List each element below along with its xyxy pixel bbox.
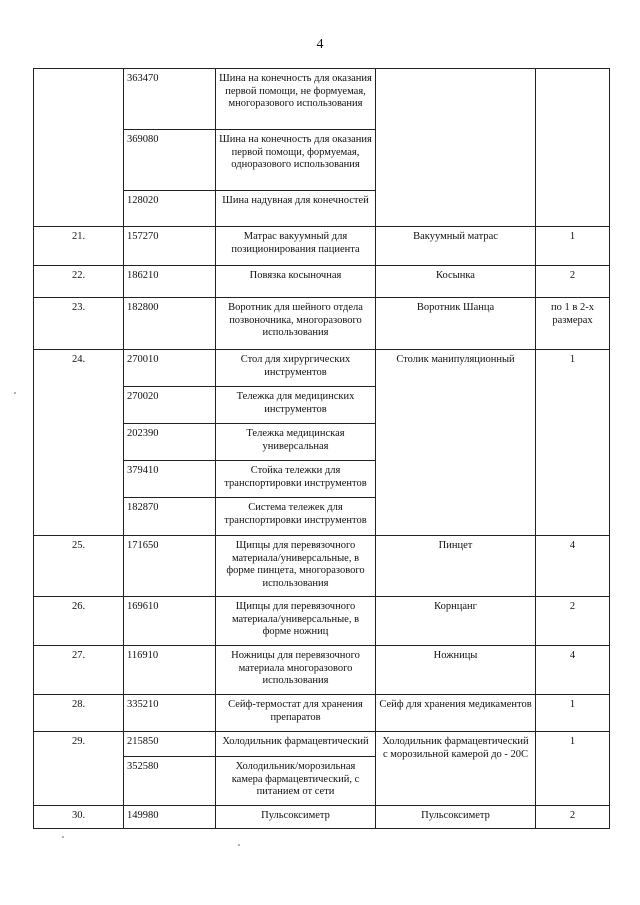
table-row — [34, 646, 610, 695]
row-number: 27. — [34, 646, 124, 695]
item-code: 215850 — [124, 732, 216, 757]
row-number: 25. — [34, 536, 124, 597]
item-title: Косынка — [376, 266, 536, 298]
item-name: Тележка для медицинских инструментов — [216, 387, 376, 424]
item-quantity: по 1 в 2-х размерах — [536, 298, 610, 350]
item-title: Воротник Шанца — [376, 298, 536, 350]
item-title: Холодильник фармацевтический с морозильной камерой до - 20С — [376, 732, 536, 806]
item-quantity: 4 — [536, 646, 610, 695]
item-code: 270010 — [124, 350, 216, 387]
item-name: Шина на конечность для оказания первой помощи, формуемая, одноразового использования — [216, 130, 376, 191]
item-code: 352580 — [124, 757, 216, 806]
table-row — [34, 266, 610, 298]
table-row — [34, 695, 610, 732]
equipment-table — [33, 68, 610, 829]
item-quantity: 1 — [536, 227, 610, 266]
table-row — [34, 69, 610, 130]
row-number: 22. — [34, 266, 124, 298]
item-quantity: 2 — [536, 597, 610, 646]
item-title: Пинцет — [376, 536, 536, 597]
item-code: 128020 — [124, 191, 216, 227]
item-quantity: 4 — [536, 536, 610, 597]
table-row — [34, 806, 610, 829]
item-name: Стойка тележки для транспортировки инструментов — [216, 461, 376, 498]
item-name: Воротник для шейного отдела позвоночника, многоразового использования — [216, 298, 376, 350]
row-number: 28. — [34, 695, 124, 732]
item-code: 363470 — [124, 69, 216, 130]
table-row — [34, 597, 610, 646]
item-code: 182870 — [124, 498, 216, 536]
row-number: 26. — [34, 597, 124, 646]
item-name: Повязка косыночная — [216, 266, 376, 298]
table-row — [34, 350, 610, 387]
scan-speck — [14, 392, 16, 394]
item-title: Ножницы — [376, 646, 536, 695]
item-name: Щипцы для перевязочного материала/универсальные, в форме ножниц — [216, 597, 376, 646]
item-quantity: 1 — [536, 695, 610, 732]
item-name: Шина надувная для конечностей — [216, 191, 376, 227]
item-name: Матрас вакуумный для позиционирования пациента — [216, 227, 376, 266]
item-code: 270020 — [124, 387, 216, 424]
scan-speck — [238, 844, 240, 846]
item-name: Система тележек для транспортировки инструментов — [216, 498, 376, 536]
row-number: 24. — [34, 350, 124, 536]
item-code: 182800 — [124, 298, 216, 350]
item-name: Холодильник/морозильная камера фармацевтический, с питанием от сети — [216, 757, 376, 806]
item-code: 369080 — [124, 130, 216, 191]
item-name: Тележка медицинская универсальная — [216, 424, 376, 461]
row-number: 29. — [34, 732, 124, 806]
table-row — [34, 536, 610, 597]
table-row — [34, 227, 610, 266]
row-number: 21. — [34, 227, 124, 266]
row-number: 23. — [34, 298, 124, 350]
row-number — [34, 69, 124, 227]
item-title — [376, 69, 536, 227]
table-row — [34, 298, 610, 350]
item-quantity: 2 — [536, 806, 610, 829]
row-number: 30. — [34, 806, 124, 829]
item-code: 149980 — [124, 806, 216, 829]
item-name: Щипцы для перевязочного материала/универсальные, в форме пинцета, многоразового использования — [216, 536, 376, 597]
item-code: 186210 — [124, 266, 216, 298]
item-quantity: 1 — [536, 350, 610, 536]
item-name: Сейф-термостат для хранения препаратов — [216, 695, 376, 732]
item-code: 335210 — [124, 695, 216, 732]
item-name: Стол для хирургических инструментов — [216, 350, 376, 387]
item-name: Холодильник фармацевтический — [216, 732, 376, 757]
table-row — [34, 732, 610, 757]
scan-speck — [62, 836, 64, 838]
item-title: Столик манипуляционный — [376, 350, 536, 536]
item-code: 379410 — [124, 461, 216, 498]
page-number: 4 — [316, 37, 324, 52]
item-title: Вакуумный матрас — [376, 227, 536, 266]
item-quantity: 1 — [536, 732, 610, 806]
item-code: 202390 — [124, 424, 216, 461]
item-title: Корнцанг — [376, 597, 536, 646]
item-name: Пульсоксиметр — [216, 806, 376, 829]
item-title: Сейф для хранения медикаментов — [376, 695, 536, 732]
item-name: Ножницы для перевязочного материала многоразового использования — [216, 646, 376, 695]
item-name: Шина на конечность для оказания первой помощи, не формуемая, многоразового использования — [216, 69, 376, 130]
item-quantity — [536, 69, 610, 227]
item-code: 157270 — [124, 227, 216, 266]
item-code: 169610 — [124, 597, 216, 646]
item-code: 171650 — [124, 536, 216, 597]
item-title: Пульсоксиметр — [376, 806, 536, 829]
item-quantity: 2 — [536, 266, 610, 298]
item-code: 116910 — [124, 646, 216, 695]
